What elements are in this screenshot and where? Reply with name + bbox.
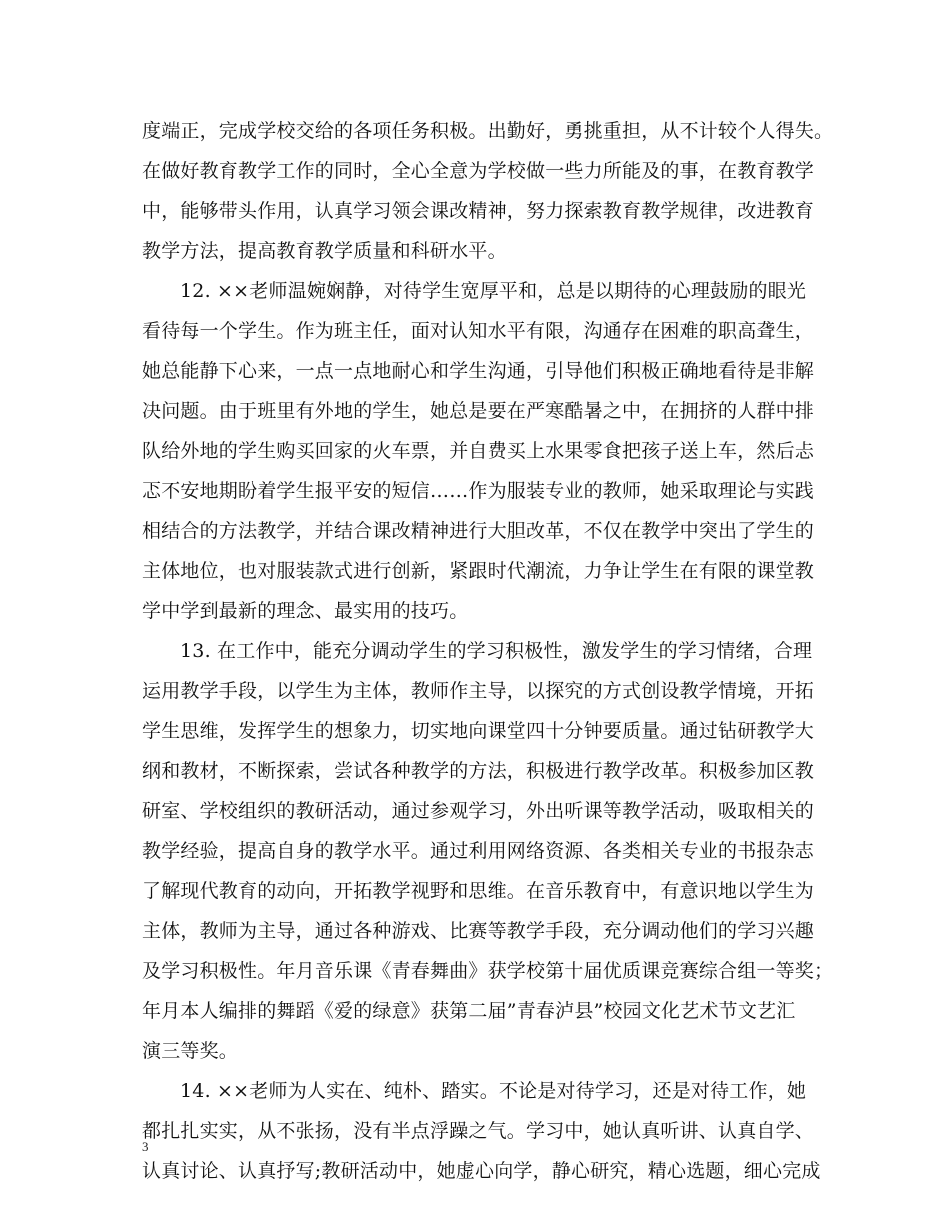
paragraph-start-line: 12. ××老师温婉娴静，对待学生宽厚平和，总是以期待的心理鼓励的眼光: [180, 280, 807, 302]
text-line: 主体地位，也对服装款式进行创新，紧跟时代潮流，力争让学生在有限的课堂教: [142, 560, 815, 582]
text-line: 都扎扎实实，从不张扬，没有半点浮躁之气。学习中，她认真听讲、认真自学、: [142, 1120, 815, 1142]
text-line: 她总能静下心来，一点一点地耐心和学生沟通，引导他们积极正确地看待是非解: [142, 360, 815, 382]
text-line: 度端正，完成学校交给的各项任务积极。出勤好，勇挑重担，从不计较个人得失。: [142, 120, 834, 142]
text-line: 研室、学校组织的教研活动，通过参观学习，外出听课等教学活动，吸取相关的: [142, 800, 815, 822]
text-line: 主体，教师为主导，通过各种游戏、比赛等教学手段，充分调动他们的学习兴趣: [142, 920, 815, 942]
text-line: 运用教学手段，以学生为主体，教师作主导，以探究的方式创设教学情境，开拓: [142, 680, 815, 702]
text-line: 忑不安地期盼着学生报平安的短信……作为服装专业的教师，她采取理论与实践: [142, 480, 815, 502]
text-line: 看待每一个学生。作为班主任，面对认知水平有限，沟通存在困难的职高聋生，: [142, 320, 815, 342]
paragraph-start-line: 14. ××老师为人实在、纯朴、踏实。不论是对待学习，还是对待工作，她: [180, 1080, 807, 1102]
text-line: 纲和教材，不断探索，尝试各种教学的方法，积极进行教学改革。积极参加区教: [142, 760, 815, 782]
text-line: 年月本人编排的舞蹈《爱的绿意》获第二届”青春泸县”校园文化艺术节文艺汇: [142, 1000, 796, 1022]
text-line: 相结合的方法教学，并结合课改精神进行大胆改革，不仅在教学中突出了学生的: [142, 520, 815, 542]
text-line: 中，能够带头作用，认真学习领会课改精神，努力探索教育教学规律，改进教育: [142, 200, 815, 222]
text-line: 教学方法，提高教育教学质量和科研水平。: [142, 240, 507, 262]
text-line: 学中学到最新的理念、最实用的技巧。: [142, 600, 469, 622]
text-line: 演三等奖。: [142, 1040, 239, 1062]
text-line: 及学习积极性。年月音乐课《青春舞曲》获学校第十届优质课竞赛综合组一等奖；: [142, 960, 834, 982]
text-line: 决问题。由于班里有外地的学生，她总是要在严寒酷暑之中，在拥挤的人群中排: [142, 400, 815, 422]
text-line: 队给外地的学生购买回家的火车票，并自费买上水果零食把孩子送上车，然后忐: [142, 440, 815, 462]
page-number: 3: [142, 1139, 149, 1154]
text-line: 教学经验，提高自身的教学水平。通过利用网络资源、各类相关专业的书报杂志: [142, 840, 815, 862]
paragraph-start-line: 13. 在工作中，能充分调动学生的学习积极性，激发学生的学习情绪，合理: [180, 640, 813, 662]
text-line: 了解现代教育的动向，开拓教学视野和思维。在音乐教育中，有意识地以学生为: [142, 880, 815, 902]
text-line: 在做好教育教学工作的同时，全心全意为学校做一些力所能及的事，在教育教学: [142, 160, 815, 182]
text-line: 学生思维，发挥学生的想象力，切实地向课堂四十分钟要质量。通过钻研教学大: [142, 720, 815, 742]
text-line: 认真讨论、认真抒写;教研活动中，她虚心向学，静心研究，精心选题，细心完成: [142, 1160, 821, 1182]
